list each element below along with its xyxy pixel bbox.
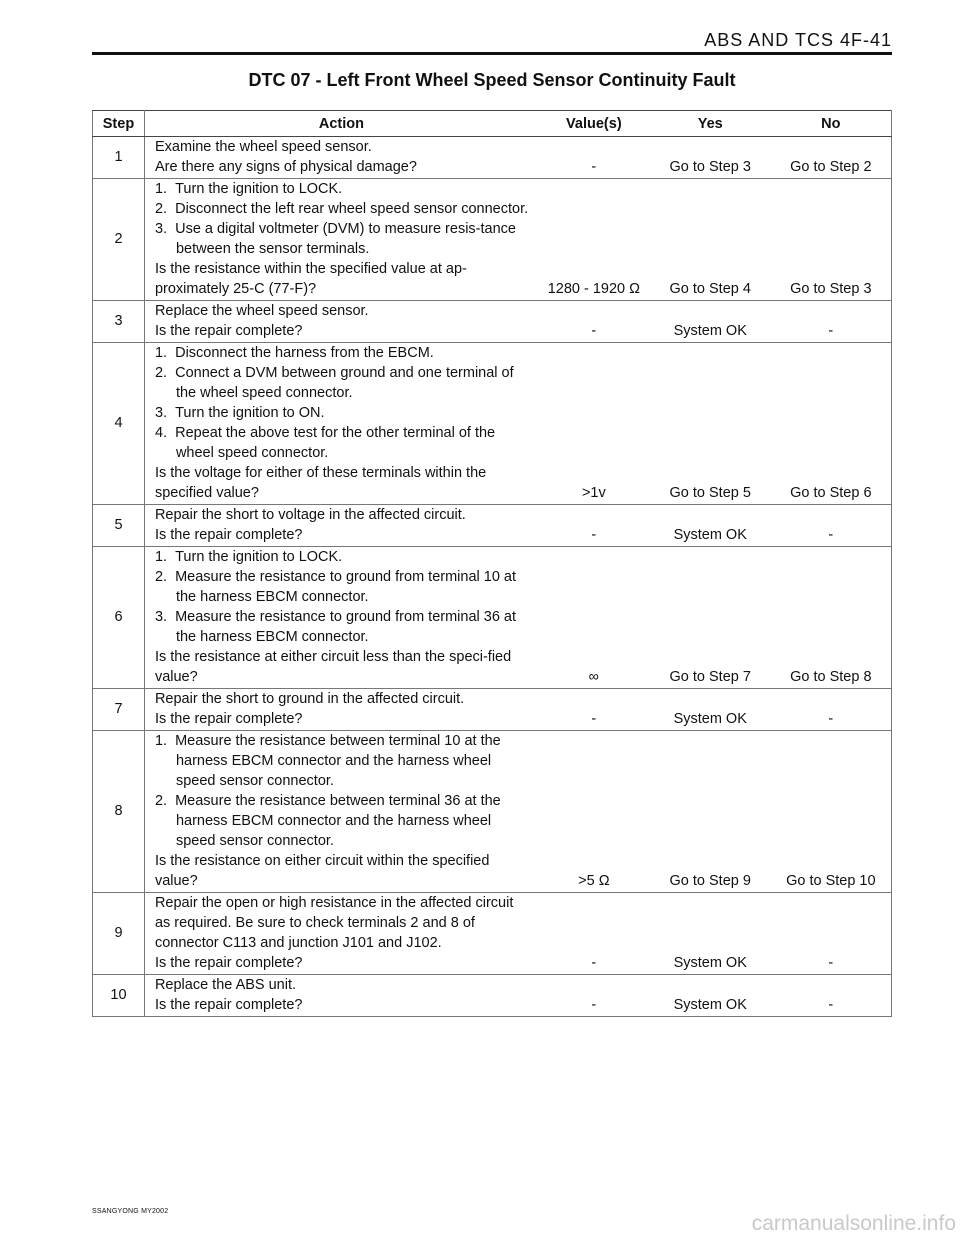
step-number: 10 [93, 975, 145, 1017]
table-row [93, 731, 892, 893]
action-line: Is the repair complete? [154, 955, 303, 971]
no-cell: - [771, 301, 892, 343]
action-line: Is the repair complete? [154, 323, 303, 339]
action-cell [144, 731, 537, 893]
yes-cell: Go to Step 9 [650, 731, 771, 893]
yes-cell: System OK [650, 893, 771, 975]
column-header-action: Action [144, 111, 537, 137]
action-line: 2. Connect a DVM between ground and one terminal of the wheel speed connector. [154, 365, 514, 401]
page-title: DTC 07 - Left Front Wheel Speed Sensor Continuity Fault [248, 70, 736, 90]
yes-cell: Go to Step 5 [650, 343, 771, 505]
action-line: 3. Turn the ignition to ON. [154, 405, 325, 421]
step-number: 4 [93, 343, 145, 505]
action-cell [144, 505, 537, 547]
action-line: Is the voltage for either of these terminals within the specified value? [154, 465, 487, 501]
yes-cell: System OK [650, 689, 771, 731]
table-row [93, 893, 892, 975]
value-cell: 1280 - 1920 Ω [538, 179, 650, 301]
action-line: 4. Repeat the above test for the other terminal of the wheel speed connector. [154, 425, 496, 461]
action-cell [144, 179, 537, 301]
step-number: 3 [93, 301, 145, 343]
column-header-step: Step [93, 111, 145, 137]
action-cell [144, 893, 537, 975]
action-line: Is the repair complete? [154, 997, 303, 1013]
action-line: 3. Use a digital voltmeter (DVM) to measure resis-tance between the sensor terminals. [154, 221, 516, 257]
yes-cell: Go to Step 4 [650, 179, 771, 301]
step-number: 8 [93, 731, 145, 893]
action-line: 1. Disconnect the harness from the EBCM. [154, 345, 434, 361]
table-row [93, 689, 892, 731]
table-row [93, 505, 892, 547]
value-cell: - [538, 975, 650, 1017]
value-cell: - [538, 301, 650, 343]
action-line: Is the resistance within the specified value at ap-proximately 25-C (77-F)? [154, 261, 467, 297]
no-cell: Go to Step 6 [771, 343, 892, 505]
action-line: 1. Turn the ignition to LOCK. [154, 181, 343, 197]
action-line: Repair the short to ground in the affected circuit. [154, 691, 465, 707]
yes-cell: System OK [650, 505, 771, 547]
action-line: Replace the wheel speed sensor. [154, 303, 369, 319]
no-cell: Go to Step 10 [771, 731, 892, 893]
table-row [93, 975, 892, 1017]
table-body [93, 137, 892, 1017]
value-cell: >1v [538, 343, 650, 505]
action-line: Is the repair complete? [154, 527, 303, 543]
value-cell: - [538, 893, 650, 975]
table-row [93, 343, 892, 505]
action-cell [144, 689, 537, 731]
step-number: 5 [93, 505, 145, 547]
column-header-yes: Yes [650, 111, 771, 137]
action-line: Examine the wheel speed sensor. [154, 139, 372, 155]
action-line: Replace the ABS unit. [154, 977, 297, 993]
step-number: 1 [93, 137, 145, 179]
no-cell: - [771, 689, 892, 731]
value-cell: >5 Ω [538, 731, 650, 893]
no-cell: Go to Step 2 [771, 137, 892, 179]
no-cell: - [771, 975, 892, 1017]
no-cell: Go to Step 8 [771, 547, 892, 689]
action-line: 2. Disconnect the left rear wheel speed sensor connector. [154, 201, 529, 217]
action-cell [144, 975, 537, 1017]
table-row [93, 547, 892, 689]
value-cell: - [538, 689, 650, 731]
action-line: Are there any signs of physical damage? [154, 159, 417, 175]
table-header-row [93, 111, 892, 137]
step-number: 9 [93, 893, 145, 975]
table-row [93, 179, 892, 301]
no-cell: - [771, 893, 892, 975]
action-line: 2. Measure the resistance between terminal 36 at the harness EBCM connector and the harness wheel speed sensor connector. [154, 793, 501, 849]
column-header-values: Value(s) [538, 111, 650, 137]
yes-cell: System OK [650, 975, 771, 1017]
action-cell [144, 343, 537, 505]
step-number: 7 [93, 689, 145, 731]
action-line: Repair the short to voltage in the affected circuit. [154, 507, 466, 523]
dtc-diagnostic-table [92, 110, 892, 1017]
action-line: Is the resistance at either circuit less than the speci-fied value? [154, 649, 512, 685]
step-number: 2 [93, 179, 145, 301]
value-cell: ∞ [538, 547, 650, 689]
yes-cell: System OK [650, 301, 771, 343]
value-cell: - [538, 137, 650, 179]
step-number: 6 [93, 547, 145, 689]
no-cell: - [771, 505, 892, 547]
action-cell [144, 137, 537, 179]
watermark: carmanualsonline.info [751, 1212, 956, 1235]
no-cell: Go to Step 3 [771, 179, 892, 301]
action-line: Is the resistance on either circuit within the specified value? [154, 853, 490, 889]
yes-cell: Go to Step 3 [650, 137, 771, 179]
footer-model-year: SSANGYONG MY2002 [92, 1208, 169, 1215]
action-line: 1. Turn the ignition to LOCK. [154, 549, 343, 565]
column-header-no: No [771, 111, 892, 137]
action-cell [144, 547, 537, 689]
section-header-title: ABS AND TCS 4F-41 [704, 30, 892, 50]
table-row [93, 137, 892, 179]
yes-cell: Go to Step 7 [650, 547, 771, 689]
action-cell [144, 301, 537, 343]
action-line: 1. Measure the resistance between terminal 10 at the harness EBCM connector and the harness wheel speed sensor connector. [154, 733, 501, 789]
value-cell: - [538, 505, 650, 547]
header-rule [92, 52, 892, 55]
table-row [93, 301, 892, 343]
action-line: Is the repair complete? [154, 711, 303, 727]
action-line: 2. Measure the resistance to ground from terminal 10 at the harness EBCM connector. [154, 569, 517, 605]
action-line: 3. Measure the resistance to ground from terminal 36 at the harness EBCM connector. [154, 609, 517, 645]
action-line: Repair the open or high resistance in the affected circuit as required. Be sure to check terminals 2 and 8 of connector C113 and junction J101 and J102. [154, 895, 514, 951]
